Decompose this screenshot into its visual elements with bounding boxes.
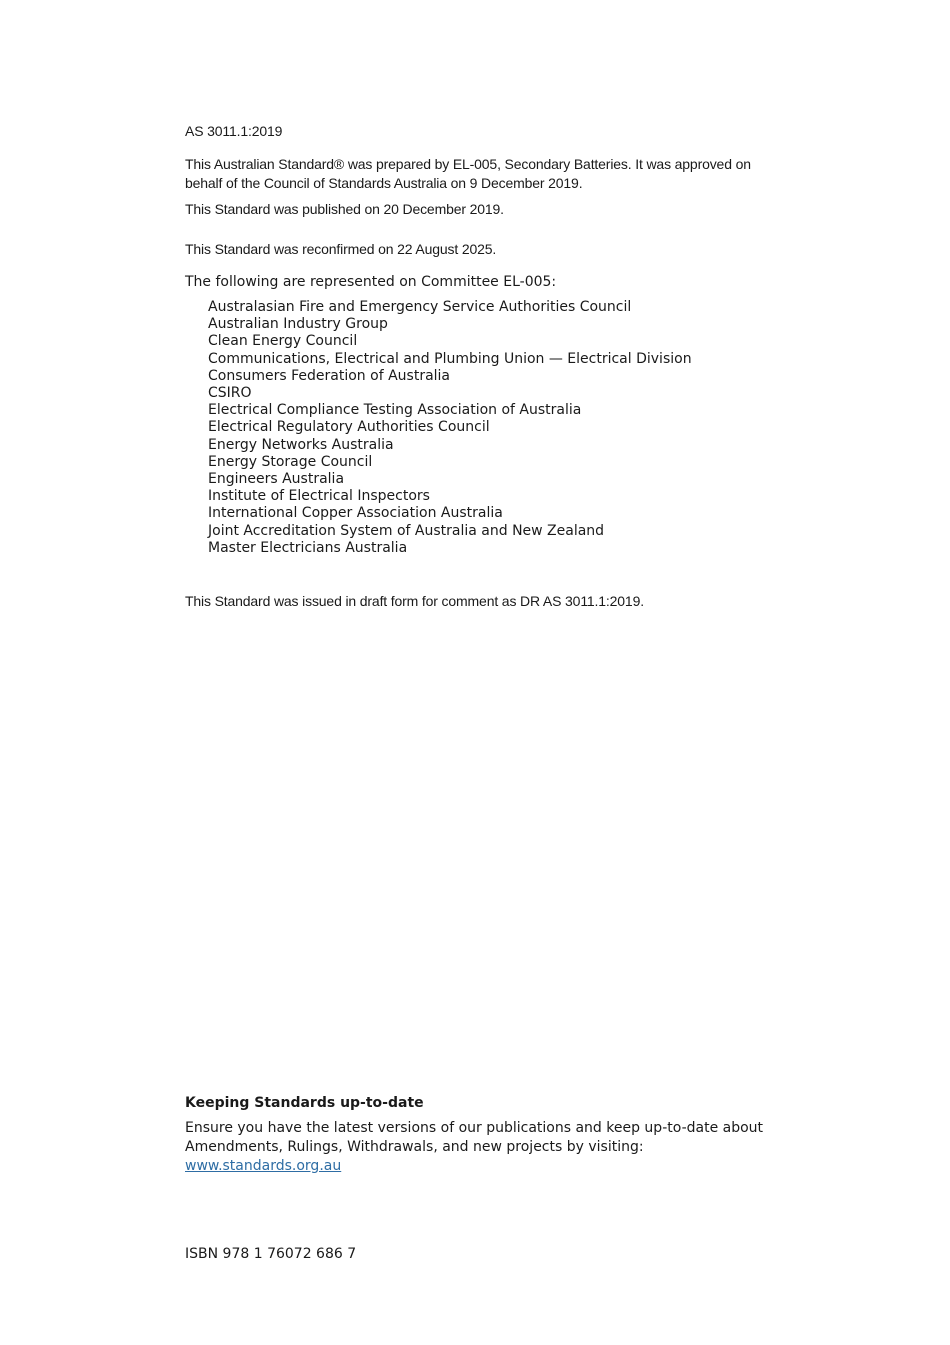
keeping-up-to-date-body (185, 1119, 775, 1176)
committee-member: Clean Energy Council (208, 333, 358, 350)
committee-member: Australian Industry Group (208, 316, 388, 333)
committee-member: Australasian Fire and Emergency Service Authorities Council (208, 299, 632, 315)
published-statement: This Standard was published on 20 December 2019. (185, 201, 504, 217)
committee-member: Electrical Regulatory Authorities Council (208, 419, 490, 436)
committee-member: Consumers Federation of Australia (208, 367, 451, 384)
committee-member: CSIRO (208, 385, 252, 402)
committee-member: Communications, Electrical and Plumbing Union — Electrical Division (208, 350, 692, 367)
standard-designation: AS 3011.1:2019 (185, 123, 283, 139)
keeping-up-to-date-heading: Keeping Standards up-to-date (185, 1095, 424, 1111)
committee-member: Energy Storage Council (208, 453, 373, 470)
committee-member: Energy Networks Australia (208, 436, 394, 453)
committee-member: Master Electricians Australia (208, 539, 408, 556)
keeping-up-to-date-text: Ensure you have the latest versions of our publications and keep up-to-date about Amendments, Rulings, Withdrawals, and new projects by visiting: (185, 1120, 764, 1155)
draft-statement: This Standard was issued in draft form for comment as DR AS 3011.1:2019. (185, 593, 644, 609)
committee-member: Electrical Compliance Testing Association of Australia (208, 402, 582, 419)
committee-member: International Copper Association Australia (208, 505, 503, 522)
committee-member: Joint Accreditation System of Australia and New Zealand (208, 522, 605, 539)
reconfirmed-statement: This Standard was reconfirmed on 22 August 2025. (185, 241, 497, 257)
committee-member-list (208, 299, 692, 557)
isbn-number: ISBN 978 1 76072 686 7 (185, 1246, 357, 1262)
committee-member: Institute of Electrical Inspectors (208, 488, 430, 505)
committee-heading: The following are represented on Committee EL-005: (185, 274, 557, 290)
prepared-statement: This Australian Standard® was prepared by EL-005, Secondary Batteries. It was approved on behalf of the Council of Standards Australia on 9 December 2019. (185, 156, 751, 191)
committee-member: Engineers Australia (208, 471, 345, 488)
standards-website-link[interactable]: www.standards.org.au (185, 1158, 342, 1174)
